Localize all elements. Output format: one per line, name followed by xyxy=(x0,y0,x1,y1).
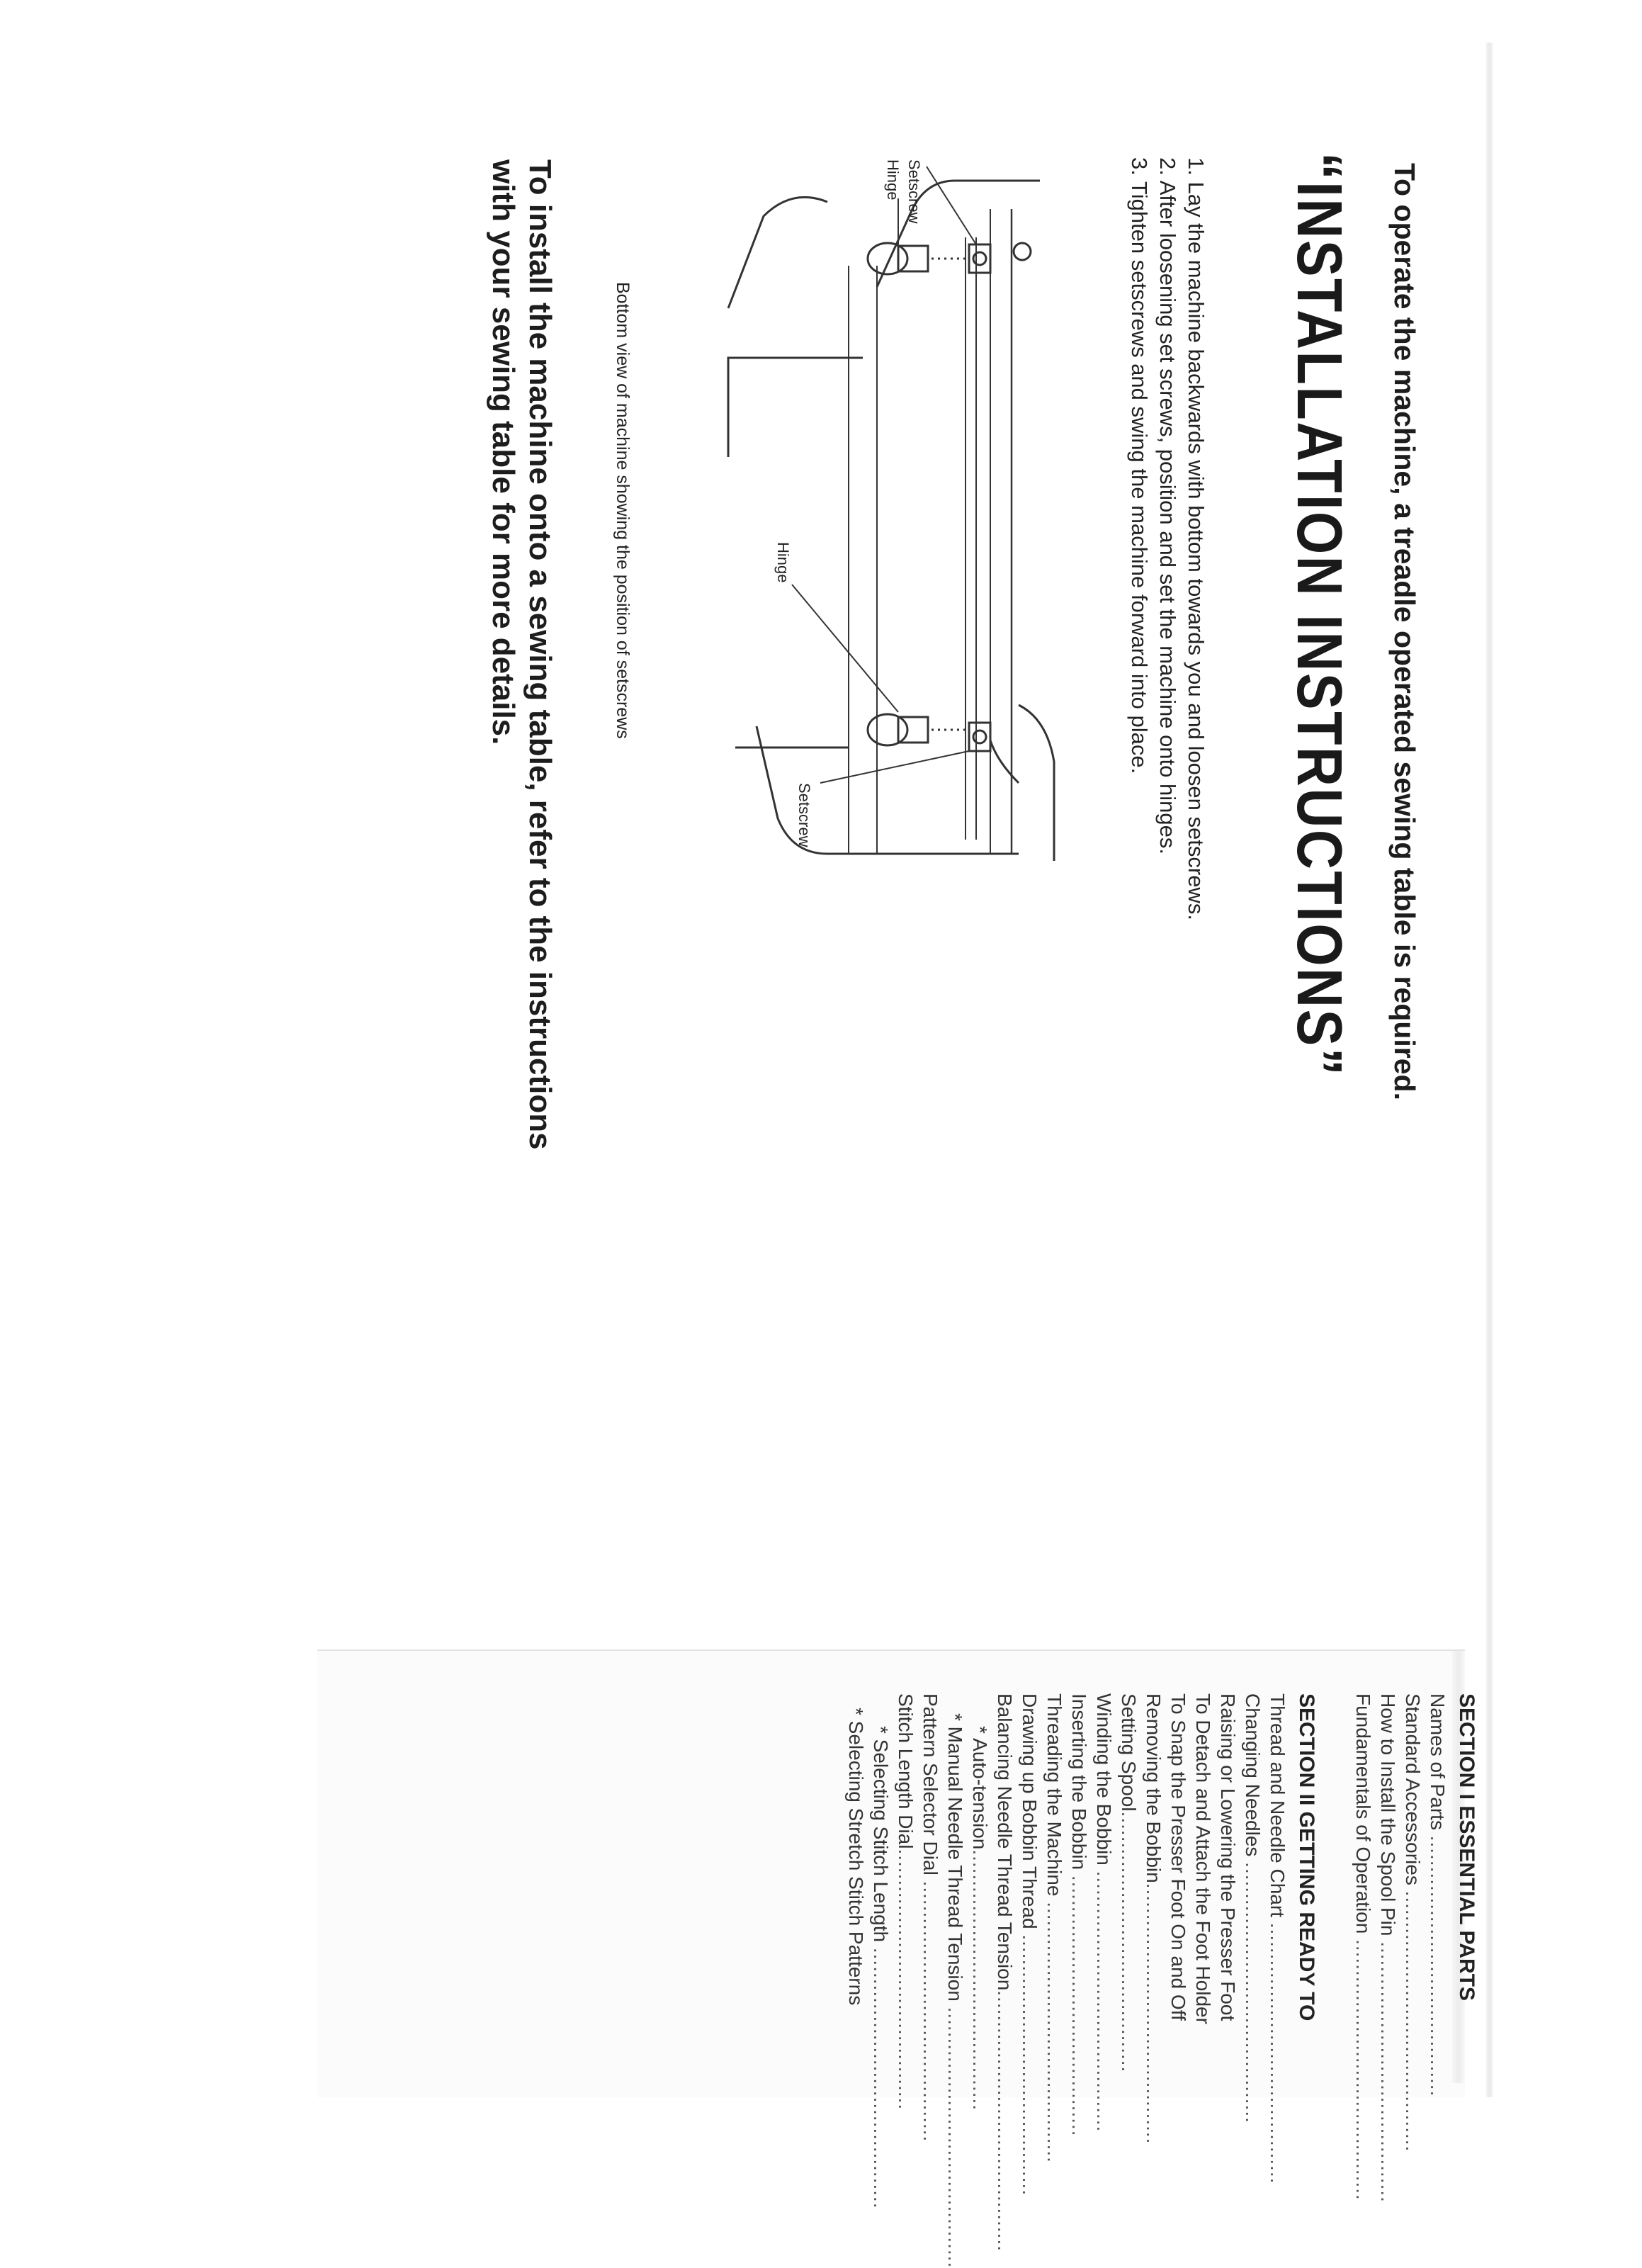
toc-item: Names of Parts .......................................... xyxy=(1427,1693,1449,2097)
toc-item: Winding the Bobbin .......................................... xyxy=(1093,1693,1115,2133)
page-title: “INSTALLATION INSTRUCTIONS” xyxy=(1284,152,1354,1078)
toc-item: Removing the Bobbin.......................................... xyxy=(1143,1693,1165,2145)
toc-item: To Snap the Presser Foot On and Off xyxy=(1167,1693,1189,2021)
arm-curve-2 xyxy=(990,740,1019,783)
machine-left-end-lower xyxy=(728,197,827,308)
toc-item: Pattern Selector Dial .......................................... xyxy=(919,1693,941,2143)
toc-item: Stitch Length Dial.......................................... xyxy=(895,1693,917,2111)
toc-item: Setting Spool.......................................... xyxy=(1118,1693,1140,2073)
toc-item: Changing Needles .......................................... xyxy=(1242,1693,1264,2123)
step-1: 1. Lay the machine backwards with bottom towards you and loosen setscrews. xyxy=(1184,157,1208,920)
toc-item: Raising or Lowering the Presser Foot xyxy=(1217,1693,1239,2021)
footer-note xyxy=(485,159,558,1293)
leader-hinge-right xyxy=(792,585,898,712)
bed-lower-left xyxy=(728,358,863,457)
step-3: 3. Tighten setscrews and swing the machine forward into place. xyxy=(1127,157,1152,774)
footer-note-line-2: with your sewing table for more details. xyxy=(486,159,521,745)
toc-item: * Manual Needle Thread Tension .......................................... xyxy=(944,1713,966,2268)
bottom-view-diagram xyxy=(707,159,1061,868)
toc-item: * Auto-tension.......................................... xyxy=(969,1726,991,2111)
label-hinge-left: Hinge xyxy=(884,159,902,201)
hinge-plate-right xyxy=(868,714,907,745)
requirement-statement: To operate the machine, a treadle operated sewing table is required. xyxy=(1388,163,1421,1100)
label-setscrew-left: Setscrew xyxy=(905,159,923,224)
installation-steps xyxy=(1125,157,1210,1220)
setscrew-right xyxy=(973,730,986,743)
toc-item: Threading the Machine .......................................... xyxy=(1043,1693,1065,2163)
toc-item: * Selecting Stitch Length .......................................... xyxy=(870,1726,892,2209)
toc-item: Fundamentals of Operation .......................................... xyxy=(1352,1693,1374,2201)
toc-item: * Selecting Stretch Stitch Patterns xyxy=(845,1708,867,2006)
toc-item: Standard Accessories .......................................... xyxy=(1402,1693,1424,2153)
toc-item: Thread and Needle Chart .......................................... xyxy=(1267,1693,1289,2184)
table-of-contents xyxy=(208,1693,1483,2268)
leader-setscrew-right xyxy=(820,751,969,783)
arm-bolt xyxy=(1014,243,1031,260)
toc-item: Balancing Needle Thread Tension.......................................... xyxy=(994,1693,1016,2252)
diagram-caption: Bottom view of machine showing the position of setscrews xyxy=(613,282,633,739)
step-2: 2. After loosening set screws, position and set the machine onto hinges. xyxy=(1155,157,1180,854)
toc-item: How to Install the Spool Pin .......................................... xyxy=(1377,1693,1399,2203)
arm-curve xyxy=(1019,705,1054,861)
toc-item: Inserting the Bobbin .......................................... xyxy=(1068,1693,1090,2137)
leader-setscrew-left xyxy=(927,167,976,244)
footer-note-line-1: To install the machine onto a sewing table, refer to the instructions xyxy=(523,159,557,1150)
toc-item: Drawing up Bobbin Thread .......................................... xyxy=(1019,1693,1041,2196)
toc-section-1-heading: SECTION I ESSENTIAL PARTS xyxy=(1455,1693,1478,2001)
setscrew-left xyxy=(973,252,986,265)
hinge-plate-left xyxy=(868,243,907,274)
label-hinge-right: Hinge xyxy=(774,542,792,583)
toc-item: To Detach and Attach the Foot Holder xyxy=(1192,1693,1214,2024)
label-setscrew-right: Setscrew xyxy=(795,783,813,847)
toc-section-2-heading: SECTION II GETTING READY TO xyxy=(1295,1693,1318,2021)
